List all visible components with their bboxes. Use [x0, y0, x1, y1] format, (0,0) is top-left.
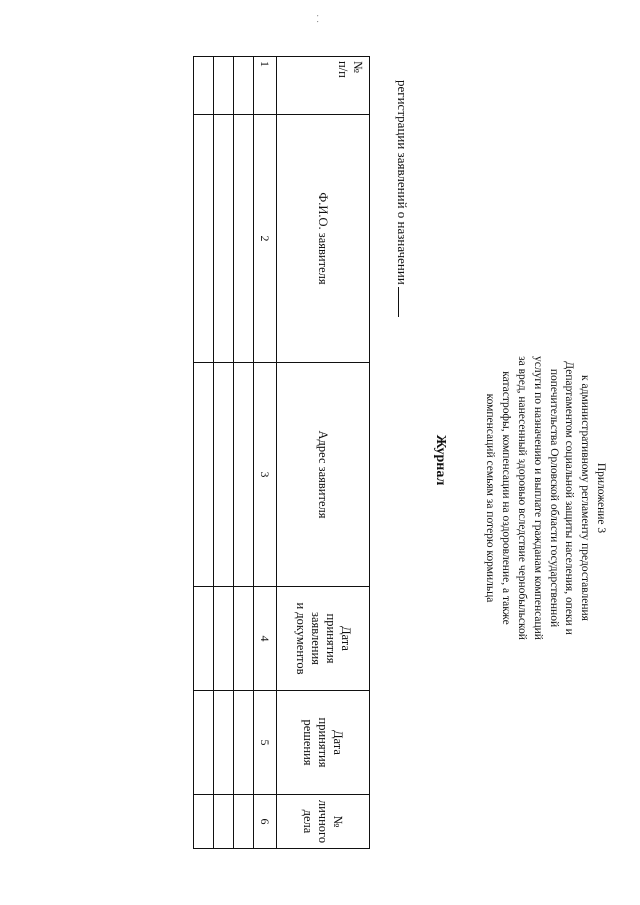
table-cell — [234, 795, 254, 849]
fill-in-blank — [398, 287, 410, 317]
column-number-cell: 1 — [254, 57, 277, 115]
header-cell-address — [277, 363, 370, 587]
journal-title: Журнал — [433, 434, 448, 486]
table-cell — [234, 691, 254, 795]
appendix-line: услуги по назначению и выплате гражданам компенсаций — [531, 356, 544, 640]
table-cell — [194, 363, 214, 587]
header-text: Ф.И.О. заявителя — [316, 192, 331, 285]
table-cell — [194, 587, 214, 691]
table-cell — [234, 363, 254, 587]
table-cell — [234, 57, 254, 115]
table-cell — [214, 795, 234, 849]
journal-subtitle: регистрации заявлений о назначении — [395, 80, 410, 285]
table-cell — [194, 115, 214, 363]
table-cell — [214, 587, 234, 691]
journal-table — [193, 56, 370, 849]
table-cell — [194, 57, 214, 115]
table-cell — [214, 691, 234, 795]
table-header-row — [277, 57, 370, 849]
header-cell-application-date — [277, 587, 370, 691]
table-cell — [194, 795, 214, 849]
table-cell — [234, 587, 254, 691]
header-text: Дата принятия заявления и документов — [294, 602, 353, 675]
column-number-cell: 5 — [254, 691, 277, 795]
appendix-line: Приложение 3 — [595, 462, 607, 534]
appendix-line: за вред, нанесенный здоровью вследствие чернобыльской — [516, 356, 529, 640]
table-row — [234, 57, 254, 849]
header-text: № п/п — [336, 61, 365, 78]
column-number-cell: 3 — [254, 363, 277, 587]
table-cell — [234, 115, 254, 363]
appendix-line: попечительства Орловской области государственной — [547, 368, 560, 628]
header-cell-number — [277, 57, 370, 115]
header-text: Адрес заявителя — [316, 430, 331, 519]
journal-subtitle-line — [394, 80, 410, 480]
column-number-cell: 4 — [254, 587, 277, 691]
table-cell — [214, 57, 234, 115]
table-cell — [214, 115, 234, 363]
table-row — [214, 57, 234, 849]
appendix-line: Департаментом социальной защиты населения, опеки и — [563, 361, 576, 635]
header-text: Дата принятия решения — [301, 717, 346, 768]
appendix-line: катастрофы, компенсации на оздоровление, а также — [500, 371, 513, 625]
appendix-line: компенсаций семьям за потерю кормильца — [484, 393, 497, 603]
table-cell — [194, 691, 214, 795]
header-text: № личного дела — [301, 799, 346, 844]
header-cell-case-number — [277, 795, 370, 849]
table-row — [194, 57, 214, 849]
table-cell — [214, 363, 234, 587]
header-cell-decision-date — [277, 691, 370, 795]
column-number-row — [254, 57, 277, 849]
column-number-cell: 6 — [254, 795, 277, 849]
column-number-cell: 2 — [254, 115, 277, 363]
appendix-line: к административному регламенту предоставления — [579, 375, 592, 621]
header-cell-fio — [277, 115, 370, 363]
appendix-header — [482, 258, 608, 738]
scan-mark: · · — [311, 14, 322, 24]
